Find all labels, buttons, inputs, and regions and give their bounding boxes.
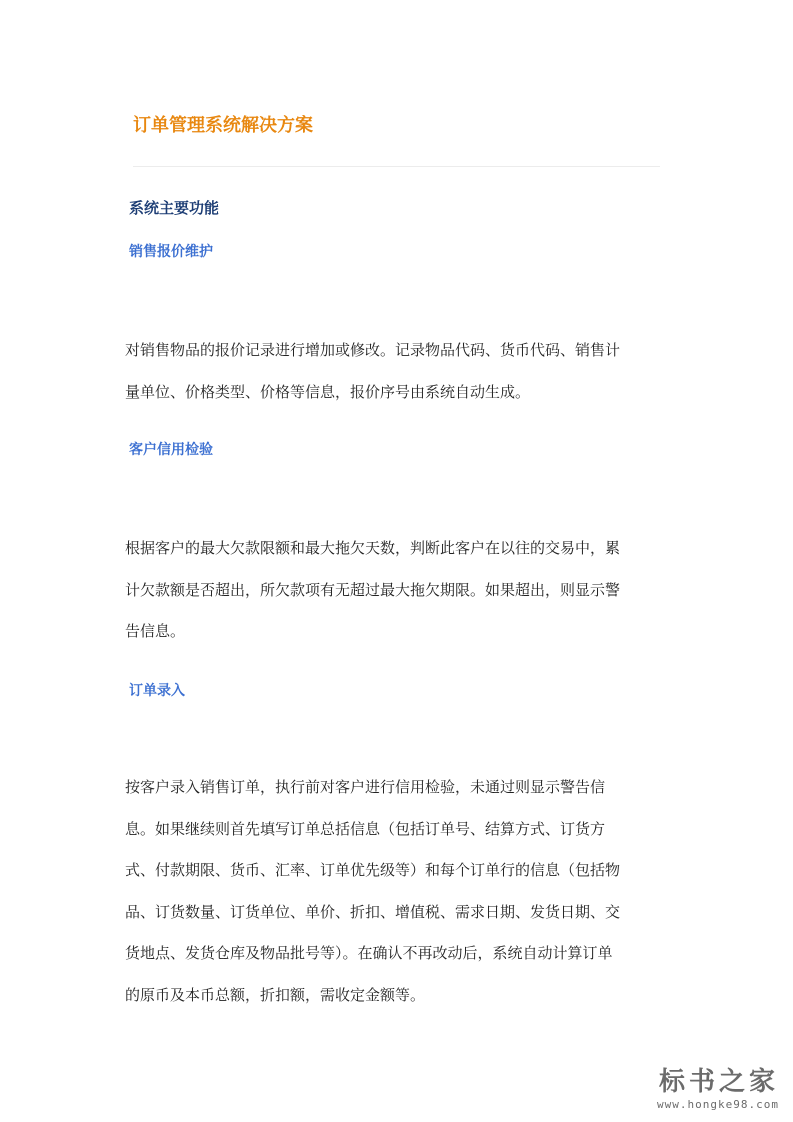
paragraph-line: 根据客户的最大欠款限额和最大拖欠天数，判断此客户在以往的交易中，累 <box>125 539 621 557</box>
subsection-heading-credit-check: 客户信用检验 <box>129 442 213 458</box>
watermark-url: www.hongke98.com <box>657 1098 779 1111</box>
paragraph-line: 告信息。 <box>125 622 186 640</box>
paragraph-line: 货地点、发货仓库及物品批号等）。在确认不再改动后，系统自动计算订单 <box>125 944 613 962</box>
subsection-heading-order-entry: 订单录入 <box>129 683 185 699</box>
paragraph-line: 的原币及本币总额，折扣额，需收定金额等。 <box>125 985 426 1004</box>
document-title: 订单管理系统解决方案 <box>133 115 313 136</box>
title-divider <box>133 166 660 167</box>
paragraph-line: 品、订货数量、订货单位、单价、折扣、增值税、需求日期、发货日期、交 <box>125 902 621 921</box>
paragraph-line: 按客户录入销售订单，执行前对客户进行信用检验，未通过则显示警告信 <box>125 778 606 796</box>
paragraph-line: 息。如果继续则首先填写订单总括信息（包括订单号、结算方式、订货方 <box>125 819 606 838</box>
paragraph-quote-maintenance <box>125 330 660 413</box>
paragraph-line: 量单位、价格类型、价格等信息，报价序号由系统自动生成。 <box>125 382 531 401</box>
paragraph-line: 对销售物品的报价记录进行增加或修改。记录物品代码、货币代码、销售计 <box>125 341 621 359</box>
section-heading-main-functions: 系统主要功能 <box>129 199 220 217</box>
paragraph-order-entry <box>125 767 660 1016</box>
paragraph-credit-check <box>125 528 660 653</box>
watermark-logo <box>657 1066 779 1112</box>
subsection-heading-quote-maintenance: 销售报价维护 <box>129 244 213 260</box>
watermark-title: 标书之家 <box>658 1067 779 1097</box>
paragraph-line: 计欠款额是否超出，所欠款项有无超过最大拖欠期限。如果超出，则显示警 <box>125 580 621 599</box>
paragraph-line: 式、付款期限、货币、汇率、订单优先级等）和每个订单行的信息（包括物 <box>125 861 621 879</box>
